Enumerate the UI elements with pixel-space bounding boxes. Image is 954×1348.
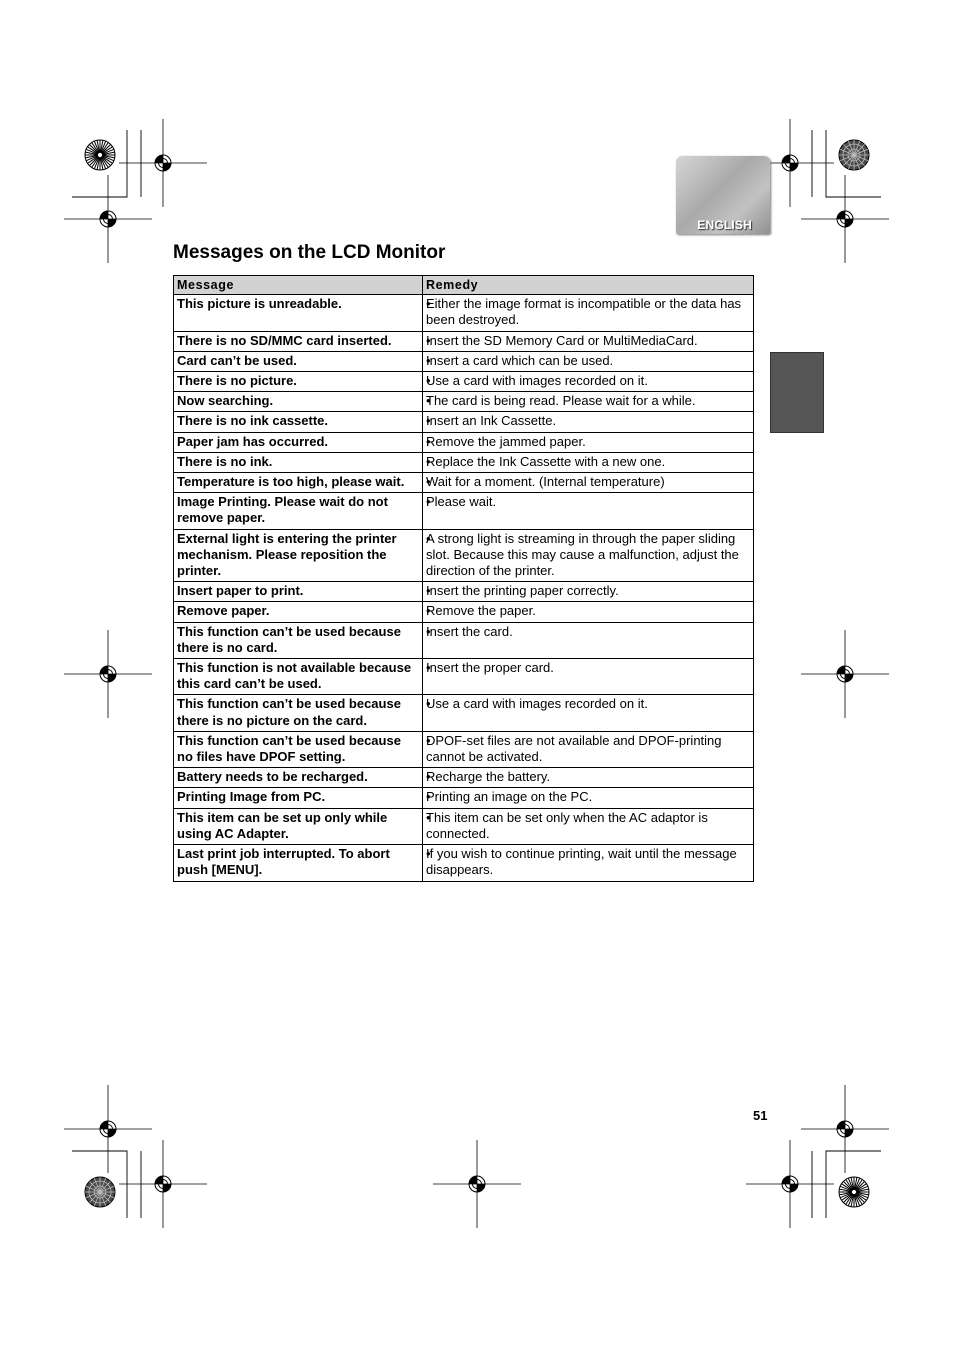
remedy-cell: • If you wish to continue printing, wait until the message disappears. [423,845,754,881]
table-row [174,351,754,371]
remedy-cell: • Insert a card which can be used. [423,351,754,371]
remedy-cell: • Use a card with images recorded on it. [423,695,754,731]
table-row [174,695,754,731]
remedy-cell: • Insert the proper card. [423,659,754,695]
table-body [174,295,754,881]
remedy-cell: • A strong light is streaming in through the paper sliding slot. Because this may cause a malfunction, adjust the direction of the printer. [423,529,754,582]
table-row [174,392,754,412]
message-cell: Remove paper. [174,602,423,622]
message-cell: Card can’t be used. [174,351,423,371]
table-row [174,582,754,602]
remedy-cell: • Remove the paper. [423,602,754,622]
message-cell: Now searching. [174,392,423,412]
table-row [174,768,754,788]
message-cell: There is no SD/MMC card inserted. [174,331,423,351]
remedy-cell: • Insert the printing paper correctly. [423,582,754,602]
table-row [174,788,754,808]
remedy-cell: • Insert an Ink Cassette. [423,412,754,432]
message-cell: Printing Image from PC. [174,788,423,808]
table-row [174,331,754,351]
message-cell: This function can’t be used because there is no picture on the card. [174,695,423,731]
language-tab [676,156,770,234]
message-cell: There is no picture. [174,372,423,392]
table-row [174,731,754,767]
message-cell: This function is not available because this card can’t be used. [174,659,423,695]
table-header-row [174,276,754,295]
remedy-cell: • This item can be set only when the AC adaptor is connected. [423,808,754,844]
remedy-cell: • Wait for a moment. (Internal temperature) [423,473,754,493]
page-title: Messages on the LCD Monitor [173,242,446,263]
message-cell: This picture is unreadable. [174,295,423,331]
message-cell: This item can be set up only while using AC Adapter. [174,808,423,844]
remedy-cell: • Recharge the battery. [423,768,754,788]
remedy-cell: • Either the image format is incompatible or the data has been destroyed. [423,295,754,331]
message-cell: There is no ink. [174,452,423,472]
remedy-cell: • Insert the SD Memory Card or MultiMediaCard. [423,331,754,351]
remedy-cell: • Remove the jammed paper. [423,432,754,452]
table-row [174,493,754,529]
message-cell: Insert paper to print. [174,582,423,602]
messages-table [173,275,754,882]
table-row [174,372,754,392]
message-cell: Paper jam has occurred. [174,432,423,452]
table-row [174,432,754,452]
table-row [174,622,754,658]
message-cell: Temperature is too high, please wait. [174,473,423,493]
section-thumb-tab [770,352,824,433]
table-row [174,473,754,493]
remedy-cell: • Insert the card. [423,622,754,658]
remedy-cell: • Please wait. [423,493,754,529]
remedy-cell: • The card is being read. Please wait for a while. [423,392,754,412]
remedy-cell: • Use a card with images recorded on it. [423,372,754,392]
message-cell: Image Printing. Please wait do not remove paper. [174,493,423,529]
table-row [174,412,754,432]
table-row [174,295,754,331]
message-cell: External light is entering the printer mechanism. Please reposition the printer. [174,529,423,582]
remedy-cell: • Replace the Ink Cassette with a new one. [423,452,754,472]
table-row [174,659,754,695]
table-row [174,452,754,472]
table-row [174,845,754,881]
table-row [174,602,754,622]
column-header-remedy: Remedy [423,276,754,295]
remedy-cell: • Printing an image on the PC. [423,788,754,808]
column-header-message: Message [174,276,423,295]
message-cell: This function can’t be used because no files have DPOF setting. [174,731,423,767]
message-cell: There is no ink cassette. [174,412,423,432]
language-tab-label: ENGLISH [697,218,752,232]
table-row [174,529,754,582]
message-cell: Battery needs to be recharged. [174,768,423,788]
message-cell: Last print job interrupted. To abort push [MENU]. [174,845,423,881]
message-cell: This function can’t be used because there is no card. [174,622,423,658]
table-row [174,808,754,844]
remedy-cell: • DPOF-set files are not available and DPOF-printing cannot be activated. [423,731,754,767]
page-number: 51 [753,1108,768,1123]
